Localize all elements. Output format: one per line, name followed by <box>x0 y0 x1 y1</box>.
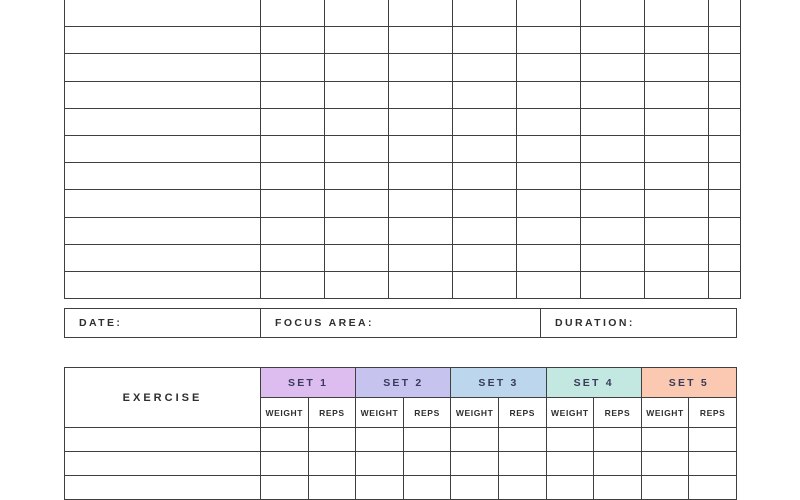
upper-table-cell[interactable] <box>389 244 453 271</box>
upper-table-cell[interactable] <box>261 0 325 27</box>
upper-table-cell[interactable] <box>581 271 645 298</box>
upper-table-cell[interactable] <box>65 54 261 81</box>
upper-table-cell[interactable] <box>389 54 453 81</box>
upper-table-cell[interactable] <box>389 108 453 135</box>
upper-table-cell[interactable] <box>261 217 325 244</box>
upper-table-cell[interactable] <box>65 108 261 135</box>
upper-table-cell[interactable] <box>261 54 325 81</box>
upper-table-cell[interactable] <box>709 54 741 81</box>
upper-table-cell[interactable] <box>581 135 645 162</box>
upper-table-cell[interactable] <box>645 108 709 135</box>
upper-table-cell[interactable] <box>517 135 581 162</box>
log-entry-cell[interactable] <box>403 476 451 500</box>
exercise-column-header: EXERCISE <box>65 368 261 428</box>
upper-table-cell[interactable] <box>389 27 453 54</box>
log-entry-cell[interactable] <box>689 452 737 476</box>
log-entry-cell[interactable] <box>261 476 309 500</box>
upper-table-cell[interactable] <box>709 135 741 162</box>
log-entry-cell[interactable] <box>641 452 689 476</box>
upper-table-cell[interactable] <box>709 163 741 190</box>
upper-table-cell[interactable] <box>453 108 517 135</box>
upper-table-cell[interactable] <box>453 27 517 54</box>
duration-field[interactable]: DURATION: <box>541 309 737 338</box>
workout-log-head <box>65 368 737 428</box>
upper-table-cell[interactable] <box>709 0 741 27</box>
date-field[interactable]: DATE: <box>65 309 261 338</box>
upper-table-cell[interactable] <box>581 54 645 81</box>
log-entry-cell[interactable] <box>261 428 309 452</box>
upper-table-cell[interactable] <box>453 217 517 244</box>
set-4-reps-header: REPS <box>594 398 642 428</box>
upper-table-cell[interactable] <box>261 135 325 162</box>
workout-log-container <box>64 367 736 500</box>
upper-table-cell[interactable] <box>389 190 453 217</box>
focus-area-field[interactable]: FOCUS AREA: <box>261 309 541 338</box>
upper-table-row <box>65 244 741 271</box>
upper-table-row <box>65 54 741 81</box>
upper-table-cell[interactable] <box>65 27 261 54</box>
upper-table-cell[interactable] <box>65 217 261 244</box>
upper-table-row <box>65 108 741 135</box>
set-1-reps-header: REPS <box>308 398 356 428</box>
upper-table-cell[interactable] <box>389 81 453 108</box>
set-3-reps-header: REPS <box>498 398 546 428</box>
upper-table-cell[interactable] <box>65 271 261 298</box>
log-entry-cell[interactable] <box>308 428 356 452</box>
log-entry-cell[interactable] <box>451 476 499 500</box>
log-entry-cell[interactable] <box>308 476 356 500</box>
upper-table-cell[interactable] <box>453 0 517 27</box>
table-row <box>65 452 737 476</box>
upper-table-cell[interactable] <box>389 217 453 244</box>
upper-table-container <box>64 0 736 299</box>
upper-table-cell[interactable] <box>325 0 389 27</box>
upper-table-row <box>65 271 741 298</box>
upper-table-cell[interactable] <box>517 108 581 135</box>
log-entry-cell[interactable] <box>546 476 594 500</box>
upper-table-row <box>65 135 741 162</box>
upper-table-cell[interactable] <box>581 27 645 54</box>
upper-table-cell[interactable] <box>645 54 709 81</box>
upper-table-cell[interactable] <box>453 271 517 298</box>
log-entry-cell[interactable] <box>261 452 309 476</box>
upper-table-cell[interactable] <box>645 244 709 271</box>
log-entry-cell[interactable] <box>498 452 546 476</box>
upper-table-cell[interactable] <box>325 27 389 54</box>
upper-table-cell[interactable] <box>517 163 581 190</box>
upper-table-cell[interactable] <box>261 271 325 298</box>
set-4-weight-header: WEIGHT <box>546 398 594 428</box>
upper-table-cell[interactable] <box>517 217 581 244</box>
set-5-weight-header: WEIGHT <box>641 398 689 428</box>
upper-table-cell[interactable] <box>65 163 261 190</box>
upper-table-cell[interactable] <box>261 163 325 190</box>
log-entry-cell[interactable] <box>546 452 594 476</box>
set-2-header: SET 2 <box>356 368 451 398</box>
upper-table-cell[interactable] <box>325 81 389 108</box>
upper-table-cell[interactable] <box>65 0 261 27</box>
log-entry-cell[interactable] <box>356 476 404 500</box>
upper-table-cell[interactable] <box>581 217 645 244</box>
upper-table-cell[interactable] <box>581 81 645 108</box>
log-entry-cell[interactable] <box>594 452 642 476</box>
session-info-table <box>64 308 737 338</box>
log-entry-cell[interactable] <box>403 428 451 452</box>
upper-table-cell[interactable] <box>517 27 581 54</box>
upper-table-cell[interactable] <box>453 81 517 108</box>
upper-table-cell[interactable] <box>581 244 645 271</box>
table-row <box>65 428 737 452</box>
log-entry-cell[interactable] <box>546 428 594 452</box>
upper-table-cell[interactable] <box>645 217 709 244</box>
upper-table-cell[interactable] <box>453 190 517 217</box>
upper-table-cell[interactable] <box>389 163 453 190</box>
upper-table-row <box>65 163 741 190</box>
upper-table-row <box>65 81 741 108</box>
upper-table-cell[interactable] <box>325 54 389 81</box>
upper-table-cell[interactable] <box>325 163 389 190</box>
upper-table-cell[interactable] <box>517 0 581 27</box>
set-header-row <box>65 368 737 398</box>
upper-table-cell[interactable] <box>581 108 645 135</box>
log-entry-cell[interactable] <box>308 452 356 476</box>
upper-table-cell[interactable] <box>517 244 581 271</box>
upper-table-cell[interactable] <box>709 190 741 217</box>
set-1-weight-header: WEIGHT <box>261 398 309 428</box>
upper-table-cell[interactable] <box>325 135 389 162</box>
log-entry-cell[interactable] <box>594 476 642 500</box>
upper-table-cell[interactable] <box>645 271 709 298</box>
upper-table-cell[interactable] <box>517 190 581 217</box>
log-entry-cell[interactable] <box>356 428 404 452</box>
upper-table-cell[interactable] <box>65 244 261 271</box>
upper-table-cell[interactable] <box>581 190 645 217</box>
table-row <box>65 476 737 500</box>
log-entry-cell[interactable] <box>689 428 737 452</box>
upper-table-cell[interactable] <box>389 0 453 27</box>
workout-log-body <box>65 428 737 500</box>
log-entry-cell[interactable] <box>498 428 546 452</box>
workout-log-table <box>64 367 737 500</box>
upper-table-cell[interactable] <box>453 244 517 271</box>
set-4-header: SET 4 <box>546 368 641 398</box>
upper-table-cell[interactable] <box>325 271 389 298</box>
upper-table-cell[interactable] <box>645 81 709 108</box>
session-info-bar <box>64 308 736 337</box>
upper-table-cell[interactable] <box>709 217 741 244</box>
exercise-name-cell[interactable] <box>65 476 261 500</box>
upper-table-cell[interactable] <box>325 190 389 217</box>
upper-table-cell[interactable] <box>645 27 709 54</box>
upper-table-cell[interactable] <box>389 135 453 162</box>
upper-table-cell[interactable] <box>261 244 325 271</box>
upper-table-cell[interactable] <box>517 81 581 108</box>
set-5-reps-header: REPS <box>689 398 737 428</box>
upper-table-cell[interactable] <box>645 0 709 27</box>
upper-table-cell[interactable] <box>65 190 261 217</box>
set-1-header: SET 1 <box>261 368 356 398</box>
upper-table-row <box>65 217 741 244</box>
upper-table-cell[interactable] <box>709 108 741 135</box>
upper-table-cell[interactable] <box>65 135 261 162</box>
upper-table-cell[interactable] <box>453 54 517 81</box>
upper-table-cell[interactable] <box>261 27 325 54</box>
upper-table-row <box>65 0 741 27</box>
upper-table-cell[interactable] <box>645 190 709 217</box>
upper-table-row <box>65 27 741 54</box>
log-entry-cell[interactable] <box>451 428 499 452</box>
upper-table-cell[interactable] <box>709 271 741 298</box>
exercise-name-cell[interactable] <box>65 428 261 452</box>
upper-table-cell[interactable] <box>645 163 709 190</box>
upper-table-cell[interactable] <box>581 163 645 190</box>
upper-table-cell[interactable] <box>709 81 741 108</box>
upper-table-cell[interactable] <box>261 81 325 108</box>
upper-table-cell[interactable] <box>389 271 453 298</box>
upper-table <box>64 0 741 299</box>
upper-table-cell[interactable] <box>325 108 389 135</box>
upper-table-cell[interactable] <box>709 27 741 54</box>
upper-table-cell[interactable] <box>517 54 581 81</box>
log-entry-cell[interactable] <box>403 452 451 476</box>
upper-table-cell[interactable] <box>709 244 741 271</box>
exercise-name-cell[interactable] <box>65 452 261 476</box>
log-entry-cell[interactable] <box>594 428 642 452</box>
upper-table-body <box>65 0 741 299</box>
log-entry-cell[interactable] <box>498 476 546 500</box>
log-entry-cell[interactable] <box>689 476 737 500</box>
log-entry-cell[interactable] <box>641 476 689 500</box>
upper-table-cell[interactable] <box>325 217 389 244</box>
upper-table-cell[interactable] <box>453 135 517 162</box>
upper-table-cell[interactable] <box>645 135 709 162</box>
upper-table-cell[interactable] <box>453 163 517 190</box>
set-3-header: SET 3 <box>451 368 546 398</box>
upper-table-cell[interactable] <box>581 0 645 27</box>
set-2-weight-header: WEIGHT <box>356 398 404 428</box>
upper-table-cell[interactable] <box>261 190 325 217</box>
upper-table-cell[interactable] <box>261 108 325 135</box>
upper-table-cell[interactable] <box>325 244 389 271</box>
log-entry-cell[interactable] <box>356 452 404 476</box>
set-5-header: SET 5 <box>641 368 736 398</box>
set-2-reps-header: REPS <box>403 398 451 428</box>
upper-table-cell[interactable] <box>65 81 261 108</box>
log-entry-cell[interactable] <box>641 428 689 452</box>
upper-table-row <box>65 190 741 217</box>
log-entry-cell[interactable] <box>451 452 499 476</box>
set-3-weight-header: WEIGHT <box>451 398 499 428</box>
upper-table-cell[interactable] <box>517 271 581 298</box>
